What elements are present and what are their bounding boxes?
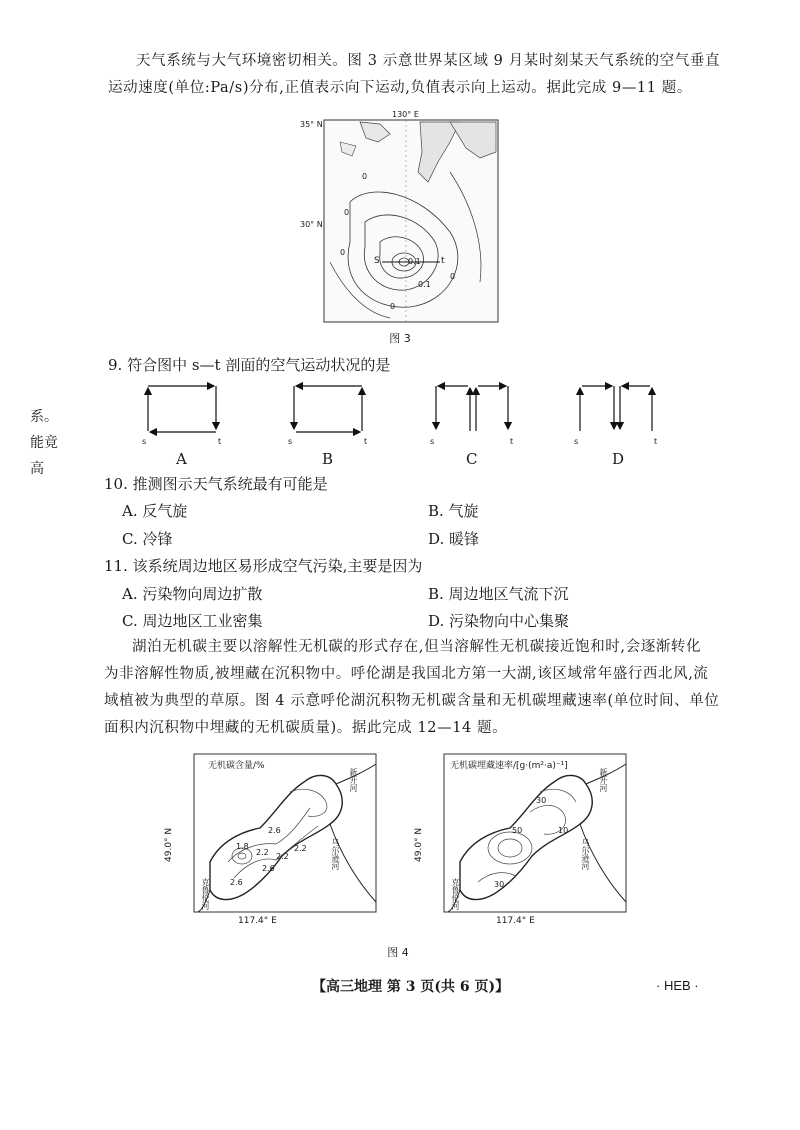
- fig4-left-value: 1.8: [236, 842, 249, 851]
- fig4-right-river-ne: 新开河: [599, 768, 608, 792]
- option-c-label: C: [466, 450, 478, 468]
- option-b-s: s: [288, 437, 293, 446]
- option-a-t: t: [218, 437, 222, 446]
- fig4-left-value: 2.2: [276, 852, 289, 861]
- figure-4-caption: 图 4: [387, 946, 409, 959]
- option-d-label: D: [612, 450, 625, 468]
- option-d-diagram: [580, 386, 652, 431]
- option-a-s: s: [142, 437, 147, 446]
- fig4-right-lat: 49.0° N: [414, 827, 424, 862]
- q10-option-b: B. 气旋: [428, 502, 479, 520]
- fig4-right-value: 30: [494, 880, 505, 889]
- option-c-diagram: [436, 386, 508, 431]
- q11-option-d: D. 污染物向中心集聚: [428, 612, 570, 630]
- figure-3-caption: 图 3: [389, 332, 411, 345]
- side-fragment: 高: [30, 461, 44, 477]
- figure-3-map: [300, 112, 515, 327]
- intro1-line2: 运动速度(单位:Pa/s)分布,正值表示向下运动,负值表示向上运动。据此完成 9—11 题。: [108, 80, 692, 96]
- fig3-contour-label: 0: [362, 172, 368, 181]
- intro-paragraph-1: [108, 48, 768, 102]
- option-c-s: s: [430, 437, 435, 446]
- option-d-t: t: [654, 437, 658, 446]
- option-a-diagram: [148, 386, 216, 432]
- fig3-contour-label: 0: [344, 208, 350, 217]
- q11-option-a: A. 污染物向周边扩散: [122, 585, 263, 603]
- figure-4-right: [414, 752, 640, 927]
- fig3-lon-label: 130° E: [392, 110, 419, 119]
- fig4-left-river-sw: 克鲁伦河: [201, 878, 210, 910]
- fig4-left-value: 2.6: [268, 826, 281, 835]
- question-10-stem: 10. 推测图示天气系统最有可能是: [104, 475, 328, 493]
- intro2-line3: 域植被为典型的草原。图 4 示意呼伦湖沉积物无机碳含量和无机碳埋藏速率(单位时间、单位: [104, 693, 720, 709]
- fig3-contour-label: 0: [340, 248, 346, 257]
- fig4-right-lon: 117.4° E: [496, 916, 535, 926]
- option-b-label: B: [322, 450, 334, 468]
- fig4-right-title: 无机碳埋藏速率/[g·(m²·a)⁻¹]: [450, 761, 568, 771]
- intro2-line4: 面积内沉积物中埋藏的无机碳质量)。据此完成 12—14 题。: [104, 720, 508, 736]
- q11-option-b: B. 周边地区气流下沉: [428, 585, 569, 603]
- q10-option-c: C. 冷锋: [122, 530, 173, 548]
- figure-4-left: [164, 752, 390, 927]
- intro2-line2: 为非溶解性物质,被埋藏在沉积物中。呼伦湖是我国北方第一大湖,该区域常年盛行西北风,流: [104, 666, 709, 682]
- side-margin-text: [30, 404, 58, 482]
- fig4-right-river-e: 乌尔逊河: [581, 838, 590, 870]
- fig3-t-label: t: [441, 256, 445, 266]
- fig4-left-lat: 49.0° N: [164, 827, 174, 862]
- fig4-left-value: 2.6: [262, 864, 275, 873]
- intro1-line1: 天气系统与大气环境密切相关。图 3 示意世界某区域 9 月某时刻某天气系统的空气垂直: [136, 53, 721, 69]
- option-d-s: s: [574, 437, 579, 446]
- fig4-left-title: 无机碳含量/%: [208, 761, 265, 771]
- question-9-stem: 9. 符合图中 s—t 剖面的空气运动状况的是: [108, 356, 391, 374]
- fig3-lat-top: 35° N: [300, 120, 323, 129]
- figure-3: [300, 112, 515, 327]
- fig4-left-value: 2.6: [230, 878, 243, 887]
- fig3-contour-label: 0: [390, 302, 396, 311]
- q10-option-d: D. 暖锋: [428, 530, 480, 548]
- fig4-right-value: 30: [536, 796, 547, 805]
- fig4-right-value: 10: [558, 826, 569, 835]
- page-footer: 【高三地理 第 3 页(共 6 页)】: [312, 979, 510, 995]
- fig3-s-label: S: [374, 256, 380, 266]
- footer-code: · HEB ·: [656, 978, 699, 993]
- option-b-diagram: [294, 386, 362, 432]
- side-fragment: 系。: [30, 409, 58, 425]
- q11-option-c: C. 周边地区工业密集: [122, 612, 263, 630]
- fig4-right-value: 50: [512, 826, 523, 835]
- q10-option-a: A. 反气旋: [122, 502, 188, 520]
- fig3-contour-label: 0: [450, 272, 456, 281]
- option-b-t: t: [364, 437, 368, 446]
- fig4-left-river-e: 乌尔逊河: [331, 838, 340, 870]
- fig4-right-river-sw: 克鲁伦河: [451, 878, 460, 910]
- fig4-left-lon: 117.4° E: [238, 916, 277, 926]
- fig4-left-value: 2.2: [294, 844, 307, 853]
- intro-paragraph-2: [104, 634, 772, 742]
- side-fragment: 能竟: [30, 435, 58, 451]
- intro2-line1: 湖泊无机碳主要以溶解性无机碳的形式存在,但当溶解性无机碳接近饱和时,会逐渐转化: [132, 639, 702, 655]
- option-a-label: A: [176, 450, 187, 468]
- question-11-stem: 11. 该系统周边地区易形成空气污染,主要是因为: [104, 557, 423, 575]
- fig3-contour-label: 0.1: [418, 280, 431, 289]
- fig4-left-river-ne: 新开河: [349, 768, 358, 792]
- option-c-t: t: [510, 437, 514, 446]
- fig3-contour-label: 0.1: [408, 257, 421, 266]
- fig3-lat-mid: 30° N: [300, 220, 323, 229]
- fig4-left-value: 2.2: [256, 848, 269, 857]
- q9-options-diagram: [130, 376, 690, 466]
